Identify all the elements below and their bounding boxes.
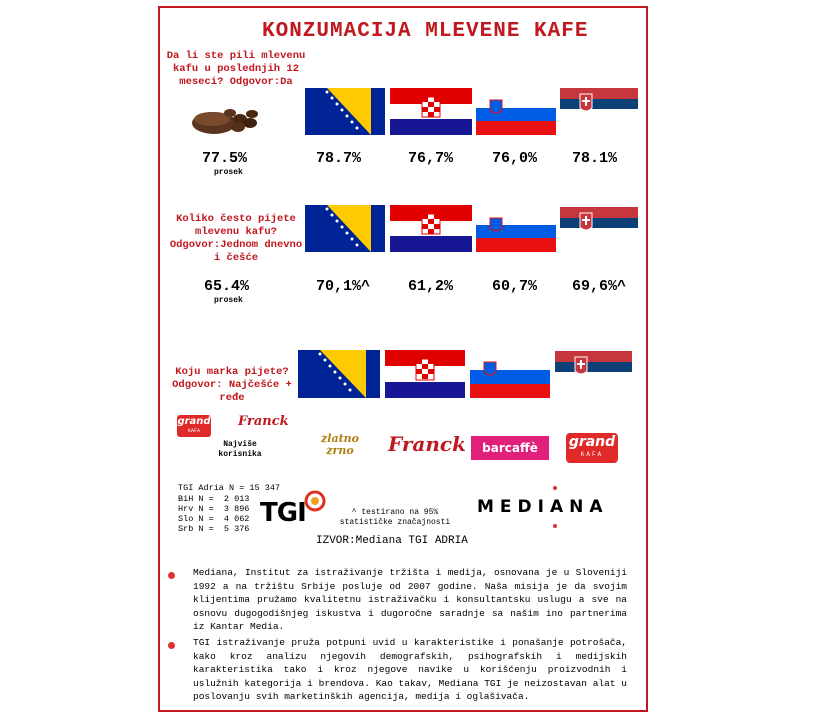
zlatno-zrno-logo: zlatno zrno xyxy=(321,432,359,457)
barcaffe-logo: barcaffè xyxy=(471,436,549,460)
sample-bih: BiH N = 2 013 xyxy=(178,494,250,504)
flag-bih-1 xyxy=(305,88,385,135)
flag-serbia-2 xyxy=(560,207,638,239)
flag-croatia-2 xyxy=(390,205,472,252)
flag-croatia-3 xyxy=(385,350,465,398)
flag-serbia-3 xyxy=(555,351,632,383)
sample-serbia: Srb N = 5 376 xyxy=(178,524,250,534)
flag-slovenia-1 xyxy=(476,94,556,135)
paragraph-2: TGI istraživanje pruža potpuni uvid u karakteristike i ponašanje potrošača, kako kroz analizu njegovih demografskih, psihografskih i medijskih karakteristika tako i kroz njegove navike u korišćenju proizvodnih i uslužnih kategorija i brendova. Kao takav, Mediana TGI je neizostavan alat u poslovanju svih marketinških agencija, medija i oglašivača. xyxy=(193,637,627,702)
value-slovenia-1: 76,0% xyxy=(492,150,538,167)
franck-logo-small: Franck xyxy=(238,414,289,429)
flag-croatia-1 xyxy=(390,88,472,135)
grand-logo: grand KAFA xyxy=(566,433,618,463)
value-slovenia-2: 60,7% xyxy=(492,278,538,295)
value-serbia-2: 69,6%^ xyxy=(572,278,627,295)
grand-logo-small: grand KAFA xyxy=(177,415,211,437)
avg-label-2: prosek xyxy=(214,296,243,305)
question-1: Da li ste pili mlevenu kafu u poslednjih 12 meseci? Odgovor:Da xyxy=(166,50,306,88)
flag-slovenia-2 xyxy=(476,212,556,252)
avg-value-1: 77.5% xyxy=(202,150,248,167)
question-3: Koju marka pijete? Odgovor: Najčešće + ređe xyxy=(172,366,292,404)
sample-total: TGI Adria N = 15 347 xyxy=(178,483,281,493)
flag-serbia-1 xyxy=(560,88,638,120)
mediana-dot-top xyxy=(553,486,557,490)
avg-label-1: prosek xyxy=(214,168,243,177)
tgi-logo: TGI xyxy=(258,488,330,530)
bullet-1 xyxy=(168,572,175,579)
avg-value-2: 65.4% xyxy=(204,278,250,295)
value-serbia-1: 78.1% xyxy=(572,150,618,167)
sample-croatia: Hrv N = 3 896 xyxy=(178,504,250,514)
most-users-label: Najviše korisnika xyxy=(218,440,262,459)
mediana-dot-bottom xyxy=(553,524,557,528)
coffee-beans-image xyxy=(190,101,262,135)
mediana-logo: MEDIANA xyxy=(477,497,609,517)
value-croatia-1: 76,7% xyxy=(408,150,454,167)
value-croatia-2: 61,2% xyxy=(408,278,454,295)
sample-slovenia: Slo N = 4 062 xyxy=(178,514,250,524)
source-label: IZVOR:Mediana TGI ADRIA xyxy=(316,535,468,547)
bullet-2 xyxy=(168,642,175,649)
paragraph-1: Mediana, Institut za istraživanje tržišta i medija, osnovana je u Sloveniji 1992 a na tržištu Srbije posluje od 2007 godine. Naša misija je da svojim klijentima pružamo kvalitetnu istraživačku i konsultantsku uslugu a sve na osnovu dugogodišnjeg iskustva i dugoročne saradnje sa našim ino partnerima iz Kantar Media. xyxy=(193,567,627,632)
flag-bih-3 xyxy=(298,350,380,398)
page-title: KONZUMACIJA MLEVENE KAFE xyxy=(262,20,589,43)
flag-slovenia-3 xyxy=(470,356,550,398)
significance-note: ^ testirano na 95% statističke značajnosti xyxy=(339,508,451,527)
value-bih-1: 78.7% xyxy=(316,150,362,167)
franck-logo: Franck xyxy=(388,432,466,456)
flag-bih-2 xyxy=(305,205,385,252)
question-2: Koliko često pijete mlevenu kafu? Odgovor:Jednom dnevno i češće xyxy=(169,213,303,264)
value-bih-2: 70,1%^ xyxy=(316,278,371,295)
